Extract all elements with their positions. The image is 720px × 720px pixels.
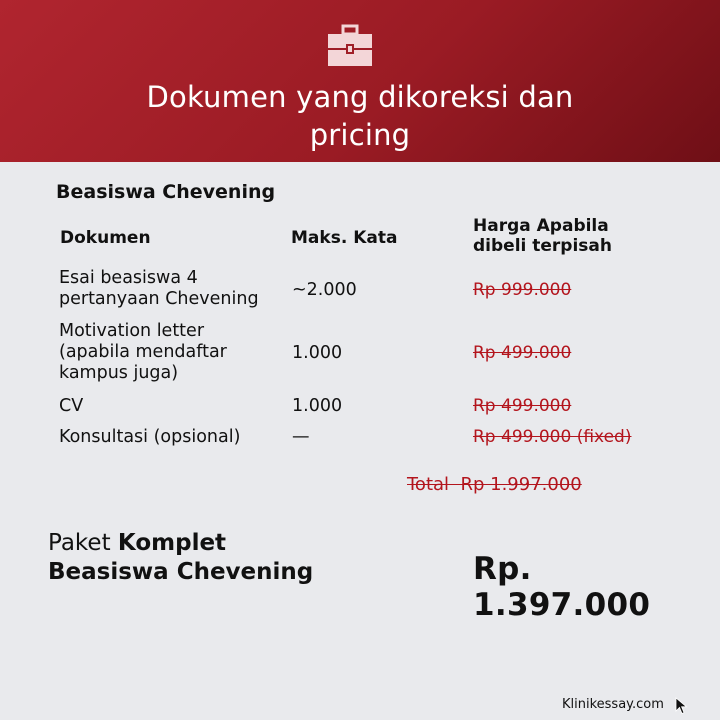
brand-watermark: Klinikessay.com: [562, 697, 664, 712]
package-title: [48, 529, 313, 587]
briefcase-icon: [326, 24, 374, 68]
price-header-line-1: Harga Apabila: [473, 216, 609, 236]
table-row-max: 1.000: [292, 343, 343, 363]
package-title-line-1: [48, 529, 313, 558]
package-title-line-2: Beasiswa Chevening: [48, 559, 314, 585]
total-price: Total Rp 1.997.000: [407, 474, 582, 495]
package-prefix: Paket: [48, 530, 118, 556]
doc-line: CV: [59, 396, 84, 416]
section-title: Beasiswa Chevening: [56, 181, 276, 203]
table-row-doc: [59, 321, 284, 384]
page-title: [0, 78, 720, 154]
table-row-doc: [59, 268, 284, 310]
table-row-price: Rp 499.000 (fixed): [473, 427, 632, 447]
title-line-1: Dokumen yang dikoreksi dan: [146, 80, 574, 114]
table-row-max: ~2.000: [292, 280, 357, 300]
table-row-doc: [59, 427, 284, 448]
table-row-price: Rp 999.000: [473, 280, 572, 300]
doc-line: Motivation letter: [59, 321, 205, 341]
column-header-max-words: Maks. Kata: [291, 228, 398, 248]
table-row-price: Rp 499.000: [473, 343, 572, 363]
price-header-line-2: dibeli terpisah: [473, 236, 612, 256]
doc-line: pertanyaan Chevening: [59, 289, 259, 309]
package-price: Rp. 1.397.000: [473, 551, 651, 623]
column-header-document: Dokumen: [60, 228, 151, 248]
package-name-bold: Komplet: [117, 530, 227, 556]
doc-line: (apabila mendaftar: [59, 342, 227, 362]
table-row-max: 1.000: [292, 396, 343, 416]
column-header-price: [473, 216, 673, 256]
doc-line: Esai beasiswa 4: [59, 268, 198, 288]
table-row-doc: [59, 396, 284, 417]
mouse-pointer-icon: [675, 697, 689, 715]
table-row-price: Rp 499.000: [473, 396, 572, 416]
doc-line: kampus juga): [59, 363, 179, 383]
table-row-max: —: [292, 427, 310, 447]
header-banner: [0, 0, 720, 162]
doc-line: Konsultasi (opsional): [59, 427, 241, 447]
title-line-2: pricing: [309, 118, 411, 152]
